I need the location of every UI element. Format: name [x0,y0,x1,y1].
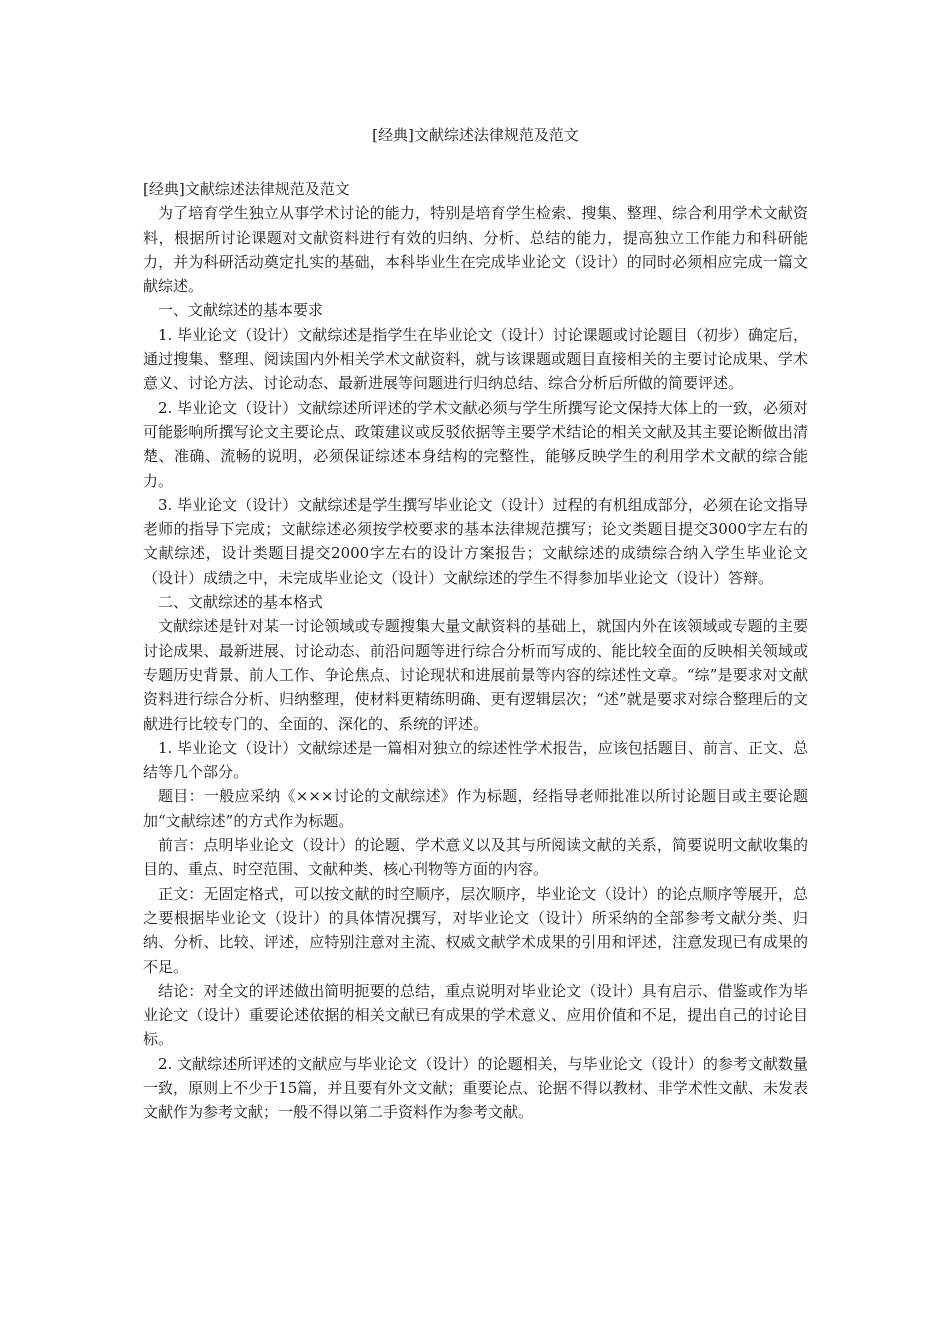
document-title: [经典]文献综述法律规范及范文 [372,126,579,144]
body-paragraph: 二、文献综述的基本格式 [158,593,324,612]
body-paragraph: 1. 毕业论文（设计）文献综述是一篇相对独立的综述性学术报告，应该包括题目、前言、正文、总结等几个部分。 [143,738,808,782]
body-paragraph: 2. 文献综述所评述的文献应与毕业论文（设计）的论题相关，与毕业论文（设计）的参考文献数量一致，原则上不少于15篇，并且要有外文文献；重要论点、论据不得以教材、非学术性文献、未发表文献作为参考文献；一般不得以第二手资料作为参考文献。 [143,1054,808,1122]
body-paragraph: 3. 毕业论文（设计）文献综述是学生撰写毕业论文（设计）过程的有机组成部分，必须在论文指导老师的指导下完成；文献综述必须按学校要求的基本法律规范撰写；论文类题目提交3000字左右的文献综述，设计类题目提交2000字左右的设计方案报告；文献综述的成绩综合纳入学生毕业论文（设计）成绩之中，未完成毕业论文（设计）文献综述的学生不得参加毕业论文（设计）答辩。 [143,495,808,587]
body-paragraph: 2. 毕业论文（设计）文献综述所评述的学术文献必须与学生所撰写论文保持大体上的一致，必须对可能影响所撰写论文主要论点、政策建议或反驳依据等主要学术结论的相关文献及其主要论断做出清楚、准确、流畅的说明，必须保证综述本身结构的完整性，能够反映学生的利用学术文献的综合能力。 [143,398,808,490]
body-paragraph: 一、文献综述的基本要求 [158,301,324,320]
body-paragraph: 题目：一般应采纳《×××讨论的文献综述》作为标题，经指导老师批准以所讨论题目或主要论题加“文献综述”的方式作为标题。 [143,787,808,830]
body-paragraph: 前言：点明毕业论文（设计）的论题、学术意义以及其与所阅读文献的关系，简要说明文献收集的目的、重点、时空范围、文献种类、核心刊物等方面的内容。 [143,836,808,879]
body-paragraph: 正文：无固定格式，可以按文献的时空顺序，层次顺序，毕业论文（设计）的论点顺序等展开，总之要根据毕业论文（设计）的具体情况撰写，对毕业论文（设计）所采纳的全部参考文献分类、归纳、分析、比较、评述，应特别注意对主流、权威文献学术成果的引用和评述，注意发现已有成果的不足。 [143,884,808,976]
body-paragraph: 结论：对全文的评述做出简明扼要的总结，重点说明对毕业论文（设计）具有启示、借鉴或作为毕业论文（设计）重要论述依据的相关文献已有成果的学术意义、应用价值和不足，提出自己的讨论目标。 [143,981,808,1049]
body-paragraph: 1. 毕业论文（设计）文献综述是指学生在毕业论文（设计）讨论课题或讨论题目（初步）确定后，通过搜集、整理、阅读国内外相关学术文献资料，就与该课题或题目直接相关的主要讨论成果、学术意义、讨论方法、讨论动态、最新进展等问题进行归纳总结、综合分析后所做的简要评述。 [143,325,808,393]
body-paragraph: 为了培育学生独立从事学术讨论的能力，特别是培育学生检索、搜集、整理、综合利用学术文献资料，根据所讨论课题对文献资料进行有效的归纳、分析、总结的能力，提高独立工作能力和科研能力，并为科研活动奠定扎实的基础，本科毕业生在完成毕业论文（设计）的同时必须相应完成一篇文献综述。 [143,204,808,296]
document-body [143,177,808,1125]
subtitle-paragraph: [经典]文献综述法律规范及范文 [143,180,350,198]
body-paragraph: 文献综述是针对某一讨论领域或专题搜集大量文献资料的基础上，就国内外在该领域或专题的主要讨论成果、最新进展、讨论动态、前沿问题等进行综合分析而写成的、能比较全面的反映相关领域或专题历史背景、前人工作、争论焦点、讨论现状和进展前景等内容的综述性文章。“综”是要求对文献资料进行综合分析、归纳整理，使材料更精练明确、更有逻辑层次；“述”就是要求对综合整理后的文献进行比较专门的、全面的、深化的、系统的评述。 [143,617,808,733]
